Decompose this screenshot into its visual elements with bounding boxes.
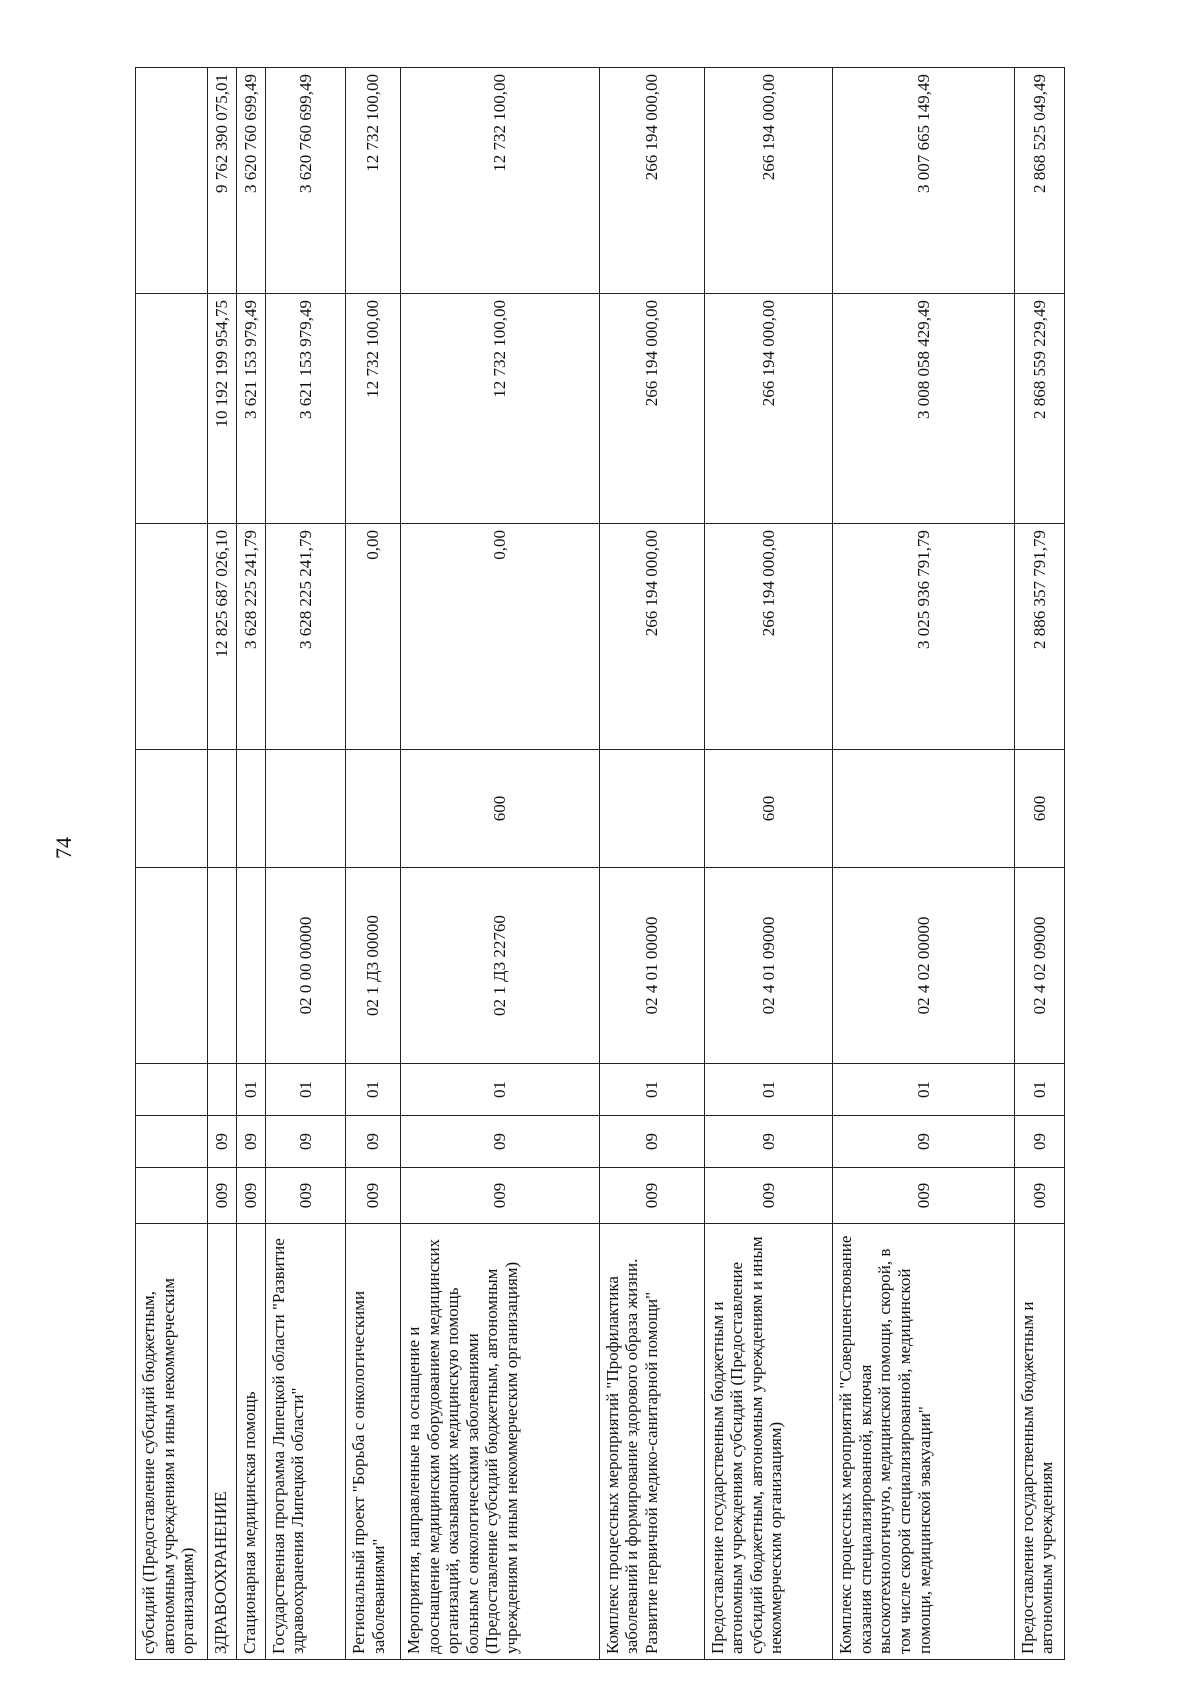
amount-year1-cell: 3 628 225 241,79 (236, 524, 265, 750)
ved-code-cell: 009 (401, 1168, 600, 1224)
subsection-code-cell: 01 (833, 1064, 1014, 1116)
table-row (704, 68, 833, 1660)
amount-year3-cell: 3 620 760 699,49 (236, 68, 265, 294)
amount-year1-cell: 3 025 936 791,79 (833, 524, 1014, 750)
section-code-cell: 09 (1014, 1116, 1064, 1168)
section-code-cell: 09 (401, 1116, 600, 1168)
amount-year2-cell: 266 194 000,00 (599, 294, 704, 524)
ved-code-cell (136, 1168, 208, 1224)
ved-code-cell: 009 (236, 1168, 265, 1224)
expense-type-cell (207, 750, 236, 868)
target-article-cell: 02 4 01 00000 (599, 868, 704, 1064)
target-article-cell: 02 1 Д3 22760 (401, 868, 600, 1064)
table-row (833, 68, 1014, 1660)
section-code-cell: 09 (207, 1116, 236, 1168)
ved-code-cell: 009 (704, 1168, 833, 1224)
table-row (401, 68, 600, 1660)
row-name-cell: Государственная программа Липецкой области "Развитие здравоохранения Липецкой области" (265, 1224, 346, 1660)
expense-type-cell (265, 750, 346, 868)
amount-year3-cell: 9 762 390 075,01 (207, 68, 236, 294)
page-number: 74 (51, 837, 76, 859)
section-code-cell: 09 (704, 1116, 833, 1168)
table-row (346, 68, 401, 1660)
table-row (136, 68, 208, 1660)
amount-year2-cell: 12 732 100,00 (346, 294, 401, 524)
amount-year3-cell: 12 732 100,00 (346, 68, 401, 294)
section-code-cell: 09 (236, 1116, 265, 1168)
amount-year3-cell: 12 732 100,00 (401, 68, 600, 294)
table-row (1014, 68, 1064, 1660)
subsection-code-cell: 01 (265, 1064, 346, 1116)
table-row (236, 68, 265, 1660)
target-article-cell: 02 4 02 09000 (1014, 868, 1064, 1064)
amount-year3-cell (136, 68, 208, 294)
amount-year2-cell: 12 732 100,00 (401, 294, 600, 524)
amount-year1-cell: 266 194 000,00 (704, 524, 833, 750)
amount-year2-cell: 3 621 153 979,49 (265, 294, 346, 524)
target-article-cell: 02 4 01 09000 (704, 868, 833, 1064)
target-article-cell: 02 1 Д3 00000 (346, 868, 401, 1064)
amount-year1-cell: 0,00 (401, 524, 600, 750)
amount-year3-cell: 3 620 760 699,49 (265, 68, 346, 294)
section-code-cell: 09 (599, 1116, 704, 1168)
ved-code-cell: 009 (1014, 1168, 1064, 1224)
subsection-code-cell (136, 1064, 208, 1116)
table-row (599, 68, 704, 1660)
target-article-cell (236, 868, 265, 1064)
subsection-code-cell: 01 (704, 1064, 833, 1116)
row-name-cell: Предоставление государственным бюджетным и автономным учреждениям (1014, 1224, 1064, 1660)
amount-year3-cell: 3 007 665 149,49 (833, 68, 1014, 294)
expense-type-cell: 600 (401, 750, 600, 868)
row-name-cell: ЗДРАВООХРАНЕНИЕ (207, 1224, 236, 1660)
amount-year2-cell: 10 192 199 954,75 (207, 294, 236, 524)
expense-type-cell (599, 750, 704, 868)
row-name-cell: субсидий (Предоставление субсидий бюджетным, автономным учреждениям и иным некоммерческим организациям) (136, 1224, 208, 1660)
subsection-code-cell: 01 (599, 1064, 704, 1116)
subsection-code-cell: 01 (401, 1064, 600, 1116)
expense-type-cell (236, 750, 265, 868)
subsection-code-cell: 01 (1014, 1064, 1064, 1116)
expense-type-cell: 600 (704, 750, 833, 868)
row-name-cell: Предоставление государственным бюджетным и автономным учреждениям субсидий (Предоставление субсидий бюджетным, автономным учреждениям и иным некоммерческим организациям) (704, 1224, 833, 1660)
expense-type-cell (136, 750, 208, 868)
row-name-cell: Мероприятия, направленные на оснащение и дооснащение медицинским оборудованием медицинских организаций, оказывающих медицинскую помощь больным с онкологическими заболеваниями (Предоставление субсидий бюджетным, автономным учреждениям и иным некоммерческим организациям) (401, 1224, 600, 1660)
amount-year1-cell: 266 194 000,00 (599, 524, 704, 750)
amount-year3-cell: 266 194 000,00 (599, 68, 704, 294)
row-name-cell: Региональный проект "Борьба с онкологическими заболеваниями" (346, 1224, 401, 1660)
row-name-cell: Комплекс процессных мероприятий "Совершенствование оказания специализированной, включая высокотехнологичную, медицинской помощи, скорой, в том числе скорой специализированной, медицинской помощи, медицинской эвакуации" (833, 1224, 1014, 1660)
table-body (136, 68, 1065, 1660)
amount-year1-cell: 2 886 357 791,79 (1014, 524, 1064, 750)
amount-year2-cell: 3 008 058 429,49 (833, 294, 1014, 524)
target-article-cell (136, 868, 208, 1064)
expense-type-cell (346, 750, 401, 868)
amount-year2-cell: 2 868 559 229,49 (1014, 294, 1064, 524)
expense-type-cell: 600 (1014, 750, 1064, 868)
ved-code-cell: 009 (346, 1168, 401, 1224)
target-article-cell (207, 868, 236, 1064)
amount-year1-cell: 12 825 687 026,10 (207, 524, 236, 750)
table-row (265, 68, 346, 1660)
amount-year1-cell: 3 628 225 241,79 (265, 524, 346, 750)
target-article-cell: 02 4 02 00000 (833, 868, 1014, 1064)
ved-code-cell: 009 (207, 1168, 236, 1224)
row-name-cell: Комплекс процессных мероприятий "Профилактика заболеваний и формирование здорового образа жизни. Развитие первичной медико-санитарной помощи" (599, 1224, 704, 1660)
rotated-table-wrapper (135, 68, 1065, 1660)
ved-code-cell: 009 (833, 1168, 1014, 1224)
subsection-code-cell: 01 (346, 1064, 401, 1116)
amount-year2-cell (136, 294, 208, 524)
section-code-cell: 09 (265, 1116, 346, 1168)
target-article-cell: 02 0 00 00000 (265, 868, 346, 1064)
row-name-cell: Стационарная медицинская помощь (236, 1224, 265, 1660)
amount-year1-cell: 0,00 (346, 524, 401, 750)
amount-year2-cell: 3 621 153 979,49 (236, 294, 265, 524)
ved-code-cell: 009 (599, 1168, 704, 1224)
expense-type-cell (833, 750, 1014, 868)
amount-year2-cell: 266 194 000,00 (704, 294, 833, 524)
subsection-code-cell (207, 1064, 236, 1116)
amount-year1-cell (136, 524, 208, 750)
section-code-cell: 09 (833, 1116, 1014, 1168)
budget-table (135, 67, 1065, 1660)
amount-year3-cell: 2 868 525 049,49 (1014, 68, 1064, 294)
section-code-cell (136, 1116, 208, 1168)
table-row (207, 68, 236, 1660)
ved-code-cell: 009 (265, 1168, 346, 1224)
amount-year3-cell: 266 194 000,00 (704, 68, 833, 294)
subsection-code-cell: 01 (236, 1064, 265, 1116)
section-code-cell: 09 (346, 1116, 401, 1168)
